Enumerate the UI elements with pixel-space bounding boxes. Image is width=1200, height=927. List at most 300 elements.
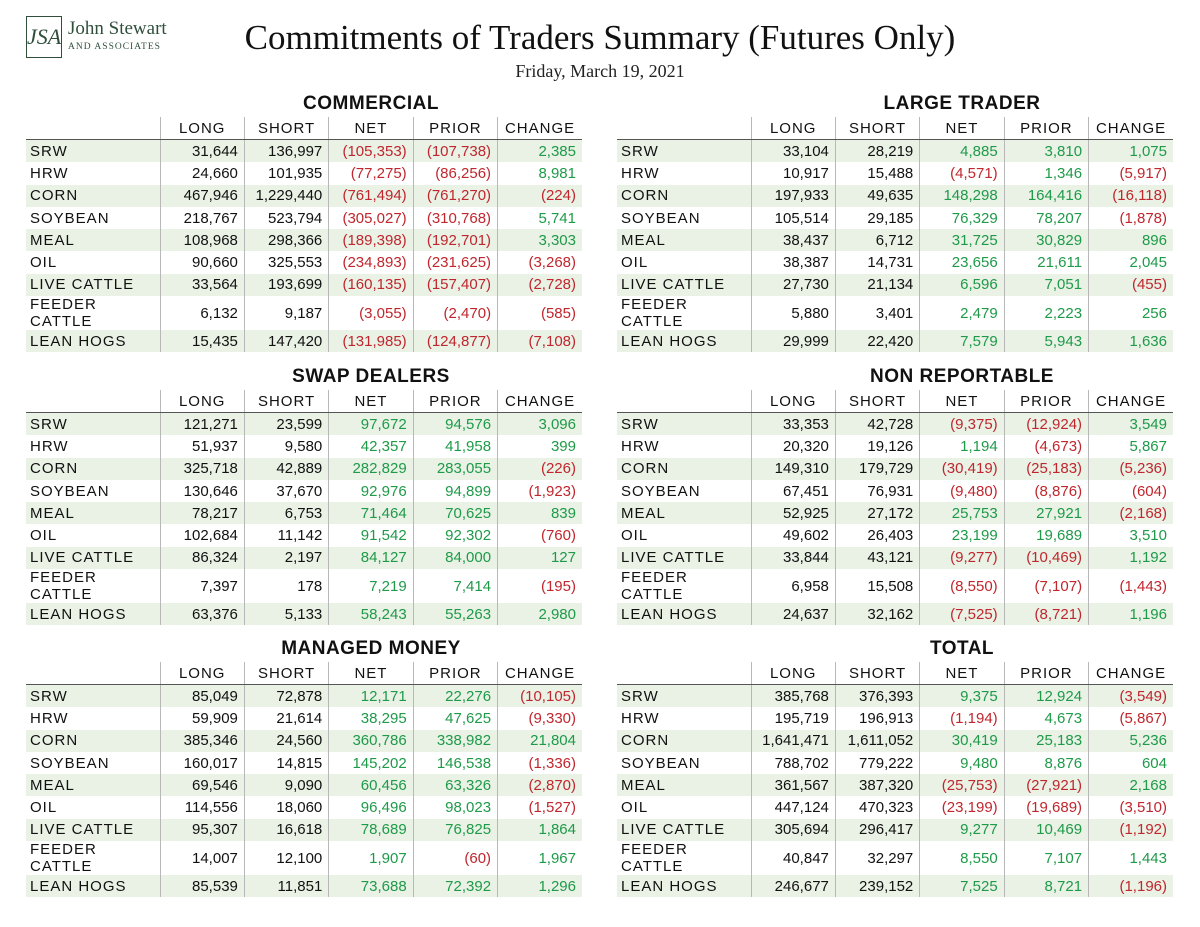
- cell-change: (1,192): [1089, 819, 1173, 841]
- cell-prior: 2,223: [1004, 296, 1088, 330]
- table-row: [26, 251, 582, 273]
- cell-long: 6,958: [751, 569, 835, 603]
- row-label: HRW: [621, 437, 660, 455]
- cell-long: 447,124: [751, 796, 835, 818]
- cell-net: (234,893): [329, 251, 413, 273]
- cell-long: 40,847: [751, 841, 835, 875]
- column-header-net: NET: [329, 662, 413, 685]
- table-row: [617, 569, 1173, 603]
- row-label: MEAL: [617, 774, 751, 796]
- cell-net: 7,525: [920, 875, 1004, 897]
- table-row: [26, 685, 582, 708]
- cell-change: (2,168): [1089, 502, 1173, 524]
- cell-short: 6,753: [244, 502, 328, 524]
- cell-prior: (2,470): [413, 296, 497, 330]
- row-label: MEAL: [26, 502, 160, 524]
- panel-managed-money: [26, 638, 582, 895]
- row-label: LEAN HOGS: [617, 330, 751, 352]
- cell-change: (1,923): [498, 480, 582, 502]
- cell-change: (224): [498, 185, 582, 207]
- cell-short: 296,417: [835, 819, 919, 841]
- cell-prior: 7,051: [1004, 274, 1088, 296]
- table-row: [26, 774, 582, 796]
- cell-net: (131,985): [329, 330, 413, 352]
- cell-long: 95,307: [160, 819, 244, 841]
- row-label: CORN: [26, 730, 160, 752]
- cell-long: 85,049: [160, 685, 244, 708]
- cell-prior: (25,183): [1004, 458, 1088, 480]
- cell-prior: 92,302: [413, 524, 497, 546]
- cell-prior: 3,810: [1004, 140, 1088, 163]
- table-row: [26, 162, 582, 184]
- cell-change: 3,549: [1089, 413, 1173, 436]
- row-label: SRW: [26, 140, 160, 163]
- column-header-net: NET: [329, 117, 413, 140]
- cell-prior: 1,346: [1004, 162, 1088, 184]
- cell-change: (2,728): [498, 274, 582, 296]
- table-row: [617, 296, 1173, 330]
- data-table: [617, 117, 1173, 352]
- cell-change: 1,196: [1089, 603, 1173, 625]
- panel-title: NON REPORTABLE: [870, 366, 1054, 387]
- cell-change: (2,870): [498, 774, 582, 796]
- cell-net: 91,542: [329, 524, 413, 546]
- cell-net: 360,786: [329, 730, 413, 752]
- cell-short: 178: [244, 569, 328, 603]
- header-blank: [26, 117, 160, 140]
- row-label: LIVE CATTLE: [617, 547, 751, 569]
- column-header-change: CHANGE: [498, 662, 582, 685]
- table-row: [26, 819, 582, 841]
- header-blank: [617, 390, 751, 413]
- cell-long: 24,637: [751, 603, 835, 625]
- cell-long: 15,435: [160, 330, 244, 352]
- cell-long: 59,909: [160, 707, 244, 729]
- logo-monogram: JSA: [26, 16, 62, 58]
- cell-prior: 146,538: [413, 752, 497, 774]
- cell-change: (1,443): [1089, 569, 1173, 603]
- cell-short: 5,133: [244, 603, 328, 625]
- cell-short: 28,219: [835, 140, 919, 163]
- cell-change: 1,296: [498, 875, 582, 897]
- row-label: MEAL: [26, 774, 160, 796]
- column-header-short: SHORT: [835, 390, 919, 413]
- cell-prior: 4,673: [1004, 707, 1088, 729]
- cell-prior: 283,055: [413, 458, 497, 480]
- cell-short: 43,121: [835, 547, 919, 569]
- cell-prior: (310,768): [413, 207, 497, 229]
- table-row: [617, 502, 1173, 524]
- cell-net: 76,329: [920, 207, 1004, 229]
- cell-prior: 7,414: [413, 569, 497, 603]
- cell-change: 3,303: [498, 229, 582, 251]
- cell-long: 51,937: [160, 435, 244, 457]
- panel-title: COMMERCIAL: [303, 93, 439, 114]
- cell-short: 6,712: [835, 229, 919, 251]
- column-header-change: CHANGE: [498, 117, 582, 140]
- cell-change: 1,636: [1089, 330, 1173, 352]
- logo-company-name: John Stewart: [68, 18, 167, 39]
- cell-long: 33,104: [751, 140, 835, 163]
- table-row: [26, 502, 582, 524]
- column-header-change: CHANGE: [498, 390, 582, 413]
- cell-long: 29,999: [751, 330, 835, 352]
- cell-long: 102,684: [160, 524, 244, 546]
- cell-net: 96,496: [329, 796, 413, 818]
- row-label: LIVE CATTLE: [26, 547, 160, 569]
- cell-change: (226): [498, 458, 582, 480]
- row-label: OIL: [621, 254, 649, 272]
- row-label: FEEDER CATTLE: [621, 569, 688, 604]
- cell-prior: 27,921: [1004, 502, 1088, 524]
- cell-net: (25,753): [920, 774, 1004, 796]
- cell-net: (105,353): [329, 140, 413, 163]
- table-row: [617, 547, 1173, 569]
- cell-short: 72,878: [244, 685, 328, 708]
- table-row: [617, 774, 1173, 796]
- cell-short: 325,553: [244, 251, 328, 273]
- row-label: CORN: [617, 730, 751, 752]
- cell-short: 9,580: [244, 435, 328, 457]
- table-row: [26, 796, 582, 818]
- header-row: [617, 390, 1173, 413]
- column-header-short: SHORT: [835, 117, 919, 140]
- cell-change: (3,510): [1089, 796, 1173, 818]
- cell-short: 27,172: [835, 502, 919, 524]
- cell-short: 14,815: [244, 752, 328, 774]
- cell-long: 10,917: [751, 162, 835, 184]
- cell-prior: (19,689): [1004, 796, 1088, 818]
- cell-short: 32,297: [835, 841, 919, 875]
- cell-change: (1,196): [1089, 875, 1173, 897]
- cell-short: 239,152: [835, 875, 919, 897]
- logo-company-subtitle: AND ASSOCIATES: [68, 42, 161, 52]
- data-table: [26, 390, 582, 625]
- cell-change: 5,741: [498, 207, 582, 229]
- cell-net: 7,219: [329, 569, 413, 603]
- cell-net: 148,298: [920, 185, 1004, 207]
- cell-change: 2,168: [1089, 774, 1173, 796]
- cell-change: 3,510: [1089, 524, 1173, 546]
- cell-prior: (8,721): [1004, 603, 1088, 625]
- cell-long: 197,933: [751, 185, 835, 207]
- cell-short: 19,126: [835, 435, 919, 457]
- table-row: [26, 207, 582, 229]
- table-row: [617, 185, 1173, 207]
- cell-short: 147,420: [244, 330, 328, 352]
- cell-long: 52,925: [751, 502, 835, 524]
- cell-net: 23,656: [920, 251, 1004, 273]
- row-label: HRW: [30, 709, 69, 727]
- cell-change: 21,804: [498, 730, 582, 752]
- table-row: [617, 480, 1173, 502]
- cell-change: (1,878): [1089, 207, 1173, 229]
- cell-short: 387,320: [835, 774, 919, 796]
- cell-short: 779,222: [835, 752, 919, 774]
- cell-short: 376,393: [835, 685, 919, 708]
- table-row: [617, 841, 1173, 875]
- cell-prior: 164,416: [1004, 185, 1088, 207]
- table-row: [617, 413, 1173, 436]
- cell-long: 385,768: [751, 685, 835, 708]
- table-row: [26, 274, 582, 296]
- row-label: LEAN HOGS: [26, 875, 160, 897]
- table-row: [26, 547, 582, 569]
- table-row: [617, 207, 1173, 229]
- cell-prior: 30,829: [1004, 229, 1088, 251]
- table-row: [26, 603, 582, 625]
- cell-net: 31,725: [920, 229, 1004, 251]
- row-label: HRW: [30, 437, 69, 455]
- cell-net: 78,689: [329, 819, 413, 841]
- table-row: [617, 274, 1173, 296]
- cell-net: (30,419): [920, 458, 1004, 480]
- row-label: SOYBEAN: [30, 209, 110, 227]
- cell-net: 9,375: [920, 685, 1004, 708]
- report-date: Friday, March 19, 2021: [515, 61, 685, 81]
- cell-long: 788,702: [751, 752, 835, 774]
- table-row: [617, 229, 1173, 251]
- cell-long: 49,602: [751, 524, 835, 546]
- table-row: [617, 162, 1173, 184]
- row-label: FEEDER CATTLE: [30, 569, 97, 604]
- row-label: OIL: [621, 527, 649, 545]
- column-header-long: LONG: [751, 390, 835, 413]
- row-label: FEEDER CATTLE: [621, 296, 688, 331]
- table-row: [26, 752, 582, 774]
- cell-net: 84,127: [329, 547, 413, 569]
- cell-long: 105,514: [751, 207, 835, 229]
- table-row: [26, 524, 582, 546]
- cell-prior: (761,270): [413, 185, 497, 207]
- cell-long: 24,660: [160, 162, 244, 184]
- table-row: [26, 730, 582, 752]
- cell-prior: (8,876): [1004, 480, 1088, 502]
- cell-long: 85,539: [160, 875, 244, 897]
- cell-change: 256: [1089, 296, 1173, 330]
- table-row: [26, 707, 582, 729]
- cell-short: 29,185: [835, 207, 919, 229]
- cell-prior: 5,943: [1004, 330, 1088, 352]
- cell-change: 1,967: [498, 841, 582, 875]
- cell-net: 42,357: [329, 435, 413, 457]
- column-header-prior: PRIOR: [413, 117, 497, 140]
- cell-prior: 98,023: [413, 796, 497, 818]
- row-label: MEAL: [617, 229, 751, 251]
- column-header-change: CHANGE: [1089, 662, 1173, 685]
- table-row: [617, 251, 1173, 273]
- cell-prior: 94,899: [413, 480, 497, 502]
- cell-short: 12,100: [244, 841, 328, 875]
- header-blank: [617, 117, 751, 140]
- cell-change: 5,867: [1089, 435, 1173, 457]
- cell-net: (9,480): [920, 480, 1004, 502]
- cell-net: (4,571): [920, 162, 1004, 184]
- cell-prior: 10,469: [1004, 819, 1088, 841]
- column-header-change: CHANGE: [1089, 117, 1173, 140]
- cell-change: (16,118): [1089, 185, 1173, 207]
- row-label: OIL: [30, 799, 58, 817]
- row-label: MEAL: [26, 229, 160, 251]
- cell-net: (23,199): [920, 796, 1004, 818]
- cell-prior: (107,738): [413, 140, 497, 163]
- cell-long: 6,132: [160, 296, 244, 330]
- cell-long: 33,564: [160, 274, 244, 296]
- cell-short: 9,187: [244, 296, 328, 330]
- cell-net: 4,885: [920, 140, 1004, 163]
- column-header-net: NET: [920, 117, 1004, 140]
- table-row: [617, 524, 1173, 546]
- table-row: [26, 140, 582, 163]
- column-header-net: NET: [920, 662, 1004, 685]
- row-label: LEAN HOGS: [26, 330, 160, 352]
- cell-change: (5,917): [1089, 162, 1173, 184]
- row-label: SOYBEAN: [30, 482, 110, 500]
- row-label: FEEDER CATTLE: [30, 841, 97, 876]
- data-table: [617, 662, 1173, 897]
- cell-change: 1,192: [1089, 547, 1173, 569]
- cell-prior: (192,701): [413, 229, 497, 251]
- table-row: [617, 752, 1173, 774]
- cell-short: 76,931: [835, 480, 919, 502]
- cell-prior: 47,625: [413, 707, 497, 729]
- cell-short: 14,731: [835, 251, 919, 273]
- cell-prior: (60): [413, 841, 497, 875]
- cell-prior: (86,256): [413, 162, 497, 184]
- cell-long: 160,017: [160, 752, 244, 774]
- table-row: [26, 435, 582, 457]
- cell-change: (585): [498, 296, 582, 330]
- cell-net: 38,295: [329, 707, 413, 729]
- cell-prior: (4,673): [1004, 435, 1088, 457]
- cell-short: 1,229,440: [244, 185, 328, 207]
- cell-long: 195,719: [751, 707, 835, 729]
- row-label: HRW: [30, 164, 69, 182]
- cell-change: (9,330): [498, 707, 582, 729]
- cell-change: 604: [1089, 752, 1173, 774]
- row-label: LIVE CATTLE: [617, 274, 751, 296]
- row-label: LEAN HOGS: [617, 875, 751, 897]
- cell-prior: 63,326: [413, 774, 497, 796]
- panel-title: SWAP DEALERS: [292, 366, 450, 387]
- row-label: CORN: [617, 458, 751, 480]
- column-header-short: SHORT: [244, 662, 328, 685]
- row-label: FEEDER CATTLE: [30, 296, 97, 331]
- cell-short: 21,614: [244, 707, 328, 729]
- table-row: [617, 685, 1173, 708]
- table-row: [617, 140, 1173, 163]
- cell-change: 8,981: [498, 162, 582, 184]
- row-label: OIL: [30, 254, 58, 272]
- cell-long: 149,310: [751, 458, 835, 480]
- cell-short: 196,913: [835, 707, 919, 729]
- panel-title: LARGE TRADER: [883, 93, 1041, 114]
- cell-short: 32,162: [835, 603, 919, 625]
- cell-change: (604): [1089, 480, 1173, 502]
- cell-long: 38,387: [751, 251, 835, 273]
- row-label: SOYBEAN: [621, 482, 701, 500]
- cell-short: 193,699: [244, 274, 328, 296]
- cell-prior: 70,625: [413, 502, 497, 524]
- cell-prior: 21,611: [1004, 251, 1088, 273]
- cell-prior: (231,625): [413, 251, 497, 273]
- cell-net: 30,419: [920, 730, 1004, 752]
- header-row: [617, 117, 1173, 140]
- column-header-prior: PRIOR: [1004, 662, 1088, 685]
- table-row: [26, 841, 582, 875]
- row-label: SOYBEAN: [30, 754, 110, 772]
- column-header-short: SHORT: [244, 117, 328, 140]
- cell-net: 7,579: [920, 330, 1004, 352]
- cell-change: (455): [1089, 274, 1173, 296]
- row-label: HRW: [621, 164, 660, 182]
- cell-short: 11,142: [244, 524, 328, 546]
- cell-net: 92,976: [329, 480, 413, 502]
- column-header-long: LONG: [751, 117, 835, 140]
- cell-short: 42,728: [835, 413, 919, 436]
- cell-prior: 72,392: [413, 875, 497, 897]
- column-header-net: NET: [329, 390, 413, 413]
- cell-long: 114,556: [160, 796, 244, 818]
- cell-short: 26,403: [835, 524, 919, 546]
- table-row: [617, 819, 1173, 841]
- column-header-long: LONG: [751, 662, 835, 685]
- panel-title: TOTAL: [929, 638, 995, 659]
- row-label: LEAN HOGS: [26, 603, 160, 625]
- table-row: [26, 296, 582, 330]
- cell-change: 5,236: [1089, 730, 1173, 752]
- cell-change: 1,075: [1089, 140, 1173, 163]
- table-row: [26, 229, 582, 251]
- cell-prior: (157,407): [413, 274, 497, 296]
- cell-short: 16,618: [244, 819, 328, 841]
- cell-net: (305,027): [329, 207, 413, 229]
- table-row: [26, 458, 582, 480]
- table-row: [26, 875, 582, 897]
- column-header-long: LONG: [160, 390, 244, 413]
- panel-title: MANAGED MONEY: [281, 638, 461, 659]
- row-label: FEEDER CATTLE: [621, 841, 688, 876]
- cell-net: (8,550): [920, 569, 1004, 603]
- panel-swap-dealers: [26, 366, 582, 623]
- header-blank: [26, 662, 160, 685]
- cell-prior: (7,107): [1004, 569, 1088, 603]
- table-row: [617, 730, 1173, 752]
- row-label: CORN: [617, 185, 751, 207]
- cell-change: 2,980: [498, 603, 582, 625]
- cell-net: (160,135): [329, 274, 413, 296]
- cell-prior: 25,183: [1004, 730, 1088, 752]
- cell-net: (7,525): [920, 603, 1004, 625]
- cell-short: 22,420: [835, 330, 919, 352]
- cell-net: (77,275): [329, 162, 413, 184]
- cell-prior: 8,876: [1004, 752, 1088, 774]
- cell-prior: 41,958: [413, 435, 497, 457]
- cell-long: 90,660: [160, 251, 244, 273]
- cell-long: 33,353: [751, 413, 835, 436]
- cell-long: 121,271: [160, 413, 244, 436]
- cell-short: 179,729: [835, 458, 919, 480]
- cell-short: 42,889: [244, 458, 328, 480]
- cell-prior: (12,924): [1004, 413, 1088, 436]
- cell-prior: 94,576: [413, 413, 497, 436]
- cell-change: (3,549): [1089, 685, 1173, 708]
- cell-long: 31,644: [160, 140, 244, 163]
- row-label: CORN: [26, 185, 160, 207]
- table-row: [26, 413, 582, 436]
- row-label: SRW: [617, 140, 751, 163]
- header-row: [26, 117, 582, 140]
